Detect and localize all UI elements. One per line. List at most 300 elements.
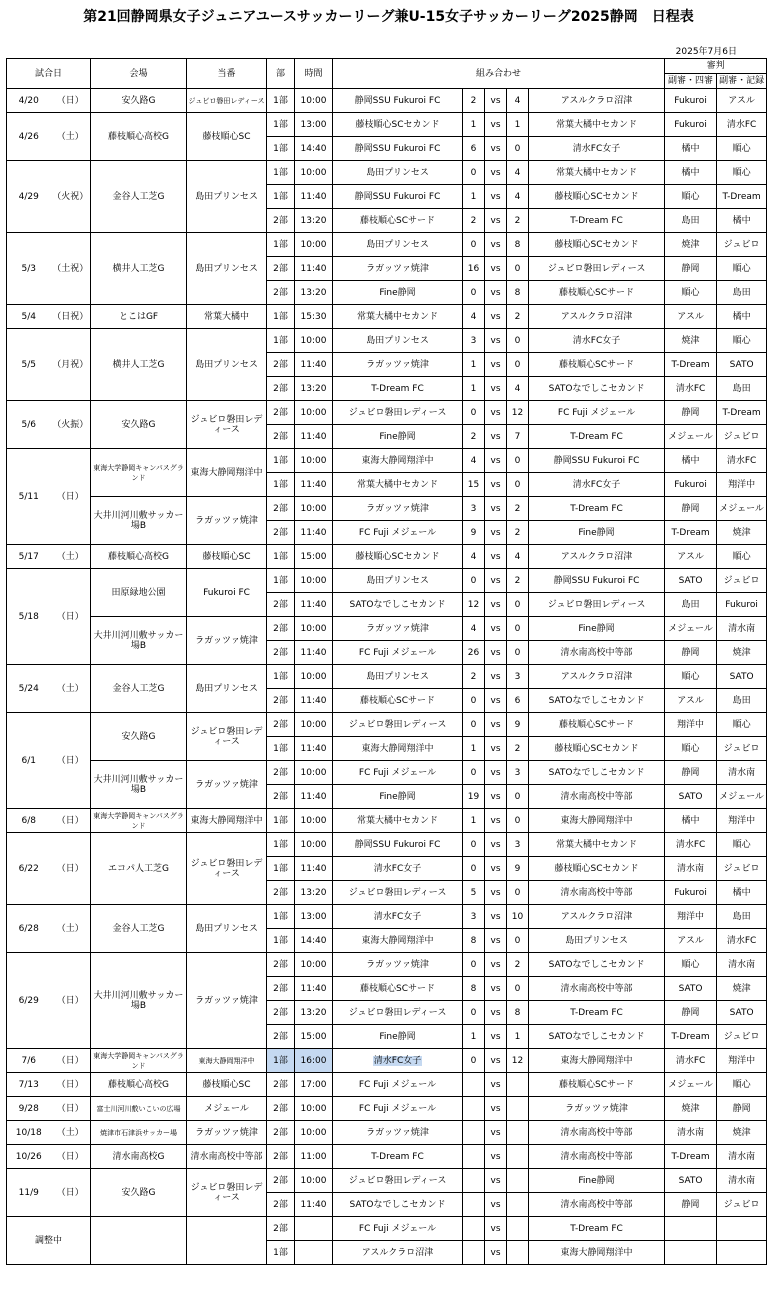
vs-label: vs [485, 497, 507, 521]
home-score [463, 1145, 485, 1169]
home-team: 島田プリンセス [333, 161, 463, 185]
away-score: 0 [507, 977, 529, 1001]
away-team: SATOなでしこセカンド [529, 377, 665, 401]
vs-label: vs [485, 569, 507, 593]
away-score: 4 [507, 377, 529, 401]
home-score: 15 [463, 473, 485, 497]
referee-rec: 焼津 [717, 641, 767, 665]
away-score: 0 [507, 929, 529, 953]
away-team: SATOなでしこセカンド [529, 689, 665, 713]
vs-label: vs [485, 1193, 507, 1217]
away-team: 静岡SSU Fukuroi FC [529, 449, 665, 473]
away-score: 3 [507, 761, 529, 785]
match-weekday: （土） [51, 113, 91, 161]
away-score: 2 [507, 953, 529, 977]
venue-cell: 田原緑地公園 [91, 569, 187, 617]
host-cell: 島田プリンセス [187, 665, 267, 713]
vs-label: vs [485, 857, 507, 881]
match-date: 11/9 [7, 1169, 51, 1217]
vs-label: vs [485, 185, 507, 209]
home-team: T-Dream FC [333, 1145, 463, 1169]
away-team: 藤枝順心SCセカンド [529, 233, 665, 257]
vs-label: vs [485, 1001, 507, 1025]
match-date: 10/26 [7, 1145, 51, 1169]
host-cell: ジュビロ磐田レディース [187, 833, 267, 905]
away-score: 0 [507, 257, 529, 281]
venue-cell: 大井川河川敷サッカー場B [91, 497, 187, 545]
vs-label: vs [485, 641, 507, 665]
home-team: 藤枝順心SCサード [333, 689, 463, 713]
venue-cell: 藤枝順心高校G [91, 1073, 187, 1097]
referee-sub: Fukuroi [665, 473, 717, 497]
referee-sub: Fukuroi [665, 113, 717, 137]
referee-sub: 橘中 [665, 161, 717, 185]
away-score: 12 [507, 401, 529, 425]
vs-label: vs [485, 137, 507, 161]
home-score: 6 [463, 137, 485, 161]
table-row [7, 1169, 767, 1193]
home-score [463, 1169, 485, 1193]
match-date: 7/13 [7, 1073, 51, 1097]
match-date: 6/28 [7, 905, 51, 953]
home-score: 0 [463, 761, 485, 785]
match-date: 7/6 [7, 1049, 51, 1073]
division-cell: 1部 [267, 929, 295, 953]
referee-rec: 橘中 [717, 305, 767, 329]
table-row [7, 1217, 767, 1241]
home-team: FC Fuji メジェール [333, 1073, 463, 1097]
header-ref-rec: 副審・記録 [717, 74, 767, 89]
division-cell: 2部 [267, 425, 295, 449]
home-score: 0 [463, 953, 485, 977]
time-cell: 10:00 [295, 809, 333, 833]
vs-label: vs [485, 329, 507, 353]
table-row [7, 905, 767, 929]
match-weekday: （日祝） [51, 305, 91, 329]
referee-rec: 島田 [717, 377, 767, 401]
vs-label: vs [485, 161, 507, 185]
table-row [7, 497, 767, 521]
away-team: 清水南高校中等部 [529, 641, 665, 665]
away-score: 0 [507, 353, 529, 377]
division-cell: 2部 [267, 1169, 295, 1193]
venue-cell: 清水南高校G [91, 1145, 187, 1169]
schedule-table [6, 58, 767, 1265]
home-score: 1 [463, 1025, 485, 1049]
away-score: 2 [507, 569, 529, 593]
time-cell: 10:00 [295, 1169, 333, 1193]
referee-rec: 橘中 [717, 881, 767, 905]
home-score: 9 [463, 521, 485, 545]
referee-sub: T-Dream [665, 1025, 717, 1049]
match-weekday: （土） [51, 905, 91, 953]
home-score: 0 [463, 161, 485, 185]
host-cell: ジュビロ磐田レディース [187, 1169, 267, 1217]
referee-rec: ジュビロ [717, 425, 767, 449]
home-team: ラガッツァ焼津 [333, 617, 463, 641]
home-score: 1 [463, 113, 485, 137]
division-cell: 2部 [267, 401, 295, 425]
host-cell: ラガッツァ焼津 [187, 953, 267, 1049]
division-cell: 1部 [267, 833, 295, 857]
table-row [7, 449, 767, 473]
header-referee: 審判 [665, 59, 767, 74]
vs-label: vs [485, 1217, 507, 1241]
document-date: 2025年7月6日 [675, 47, 737, 57]
division-cell: 2部 [267, 521, 295, 545]
home-team: 清水FC女子 [333, 857, 463, 881]
home-score: 16 [463, 257, 485, 281]
home-score [463, 1217, 485, 1241]
home-team: 藤枝順心SCサード [333, 977, 463, 1001]
host-cell: ラガッツァ焼津 [187, 497, 267, 545]
home-team: ジュビロ磐田レディース [333, 1001, 463, 1025]
referee-sub: 翔洋中 [665, 713, 717, 737]
venue-cell: 大井川河川敷サッカー場B [91, 953, 187, 1049]
table-row [7, 809, 767, 833]
vs-label: vs [485, 281, 507, 305]
home-team: Fine静岡 [333, 425, 463, 449]
referee-rec: 島田 [717, 281, 767, 305]
match-weekday: （月祝） [51, 329, 91, 401]
table-row [7, 1121, 767, 1145]
venue-cell: エコパ人工芝G [91, 833, 187, 905]
away-team: 藤枝順心SCサード [529, 281, 665, 305]
match-weekday: （日） [51, 833, 91, 905]
division-cell: 2部 [267, 1001, 295, 1025]
time-cell: 11:40 [295, 353, 333, 377]
referee-sub: メジェール [665, 425, 717, 449]
referee-sub: 翔洋中 [665, 905, 717, 929]
time-cell: 10:00 [295, 617, 333, 641]
division-cell: 2部 [267, 1121, 295, 1145]
venue-cell: 焼津市石津浜サッカー場 [91, 1121, 187, 1145]
time-cell: 11:40 [295, 185, 333, 209]
home-score [463, 1073, 485, 1097]
time-cell: 11:40 [295, 977, 333, 1001]
home-team: 常葉大橘中セカンド [333, 809, 463, 833]
venue-cell: とこはGF [91, 305, 187, 329]
vs-label: vs [485, 1097, 507, 1121]
time-cell: 11:40 [295, 737, 333, 761]
referee-rec: SATO [717, 353, 767, 377]
referee-sub: 清水FC [665, 833, 717, 857]
home-score [463, 1193, 485, 1217]
home-team: 静岡SSU Fukuroi FC [333, 89, 463, 113]
away-score: 0 [507, 137, 529, 161]
away-team: 清水南高校中等部 [529, 881, 665, 905]
host-cell: 藤枝順心SC [187, 113, 267, 161]
away-score: 0 [507, 641, 529, 665]
away-score: 0 [507, 809, 529, 833]
match-date: 5/17 [7, 545, 51, 569]
home-score: 1 [463, 353, 485, 377]
division-cell: 1部 [267, 857, 295, 881]
division-cell: 1部 [267, 473, 295, 497]
home-score: 1 [463, 809, 485, 833]
division-cell: 2部 [267, 641, 295, 665]
match-date: 9/28 [7, 1097, 51, 1121]
division-cell: 1部 [267, 545, 295, 569]
match-date: 10/18 [7, 1121, 51, 1145]
table-row [7, 161, 767, 185]
away-team: アスルクラロ沼津 [529, 305, 665, 329]
home-team-label: 清水FC女子 [373, 1055, 422, 1066]
host-cell: Fukuroi FC [187, 569, 267, 617]
away-score: 1 [507, 1025, 529, 1049]
away-team: 藤枝順心SCセカンド [529, 185, 665, 209]
away-score: 2 [507, 209, 529, 233]
home-team: 静岡SSU Fukuroi FC [333, 833, 463, 857]
division-cell: 2部 [267, 257, 295, 281]
time-cell: 10:00 [295, 497, 333, 521]
referee-sub: アスル [665, 545, 717, 569]
away-score: 0 [507, 881, 529, 905]
host-cell: ジュビロ磐田レディース [187, 713, 267, 761]
host-cell: 島田プリンセス [187, 329, 267, 401]
referee-rec: 清水南 [717, 761, 767, 785]
referee-rec: 清水FC [717, 929, 767, 953]
referee-rec: SATO [717, 1001, 767, 1025]
vs-label: vs [485, 1145, 507, 1169]
match-date: 4/29 [7, 161, 51, 233]
referee-rec: 清水FC [717, 113, 767, 137]
away-score: 12 [507, 1049, 529, 1073]
home-team: 島田プリンセス [333, 329, 463, 353]
away-team: SATOなでしこセカンド [529, 761, 665, 785]
away-team: 藤枝順心SCサード [529, 1073, 665, 1097]
home-score: 5 [463, 881, 485, 905]
away-team: 東海大静岡翔洋中 [529, 1049, 665, 1073]
away-score: 0 [507, 617, 529, 641]
home-team: Fine静岡 [333, 785, 463, 809]
home-score: 4 [463, 617, 485, 641]
vs-label: vs [485, 1073, 507, 1097]
vs-label: vs [485, 545, 507, 569]
time-cell: 11:40 [295, 1193, 333, 1217]
home-score: 0 [463, 281, 485, 305]
referee-rec: Fukuroi [717, 593, 767, 617]
away-team: ラガッツァ焼津 [529, 1097, 665, 1121]
vs-label: vs [485, 1049, 507, 1073]
host-cell: ジュビロ磐田レディース [187, 89, 267, 113]
host-cell: 東海大静岡翔洋中 [187, 1049, 267, 1073]
match-date: 5/4 [7, 305, 51, 329]
vs-label: vs [485, 1121, 507, 1145]
header-host: 当番 [187, 59, 267, 89]
referee-sub: SATO [665, 1169, 717, 1193]
referee-rec: 静岡 [717, 1097, 767, 1121]
match-weekday: （日） [51, 953, 91, 1049]
home-score: 0 [463, 569, 485, 593]
table-row [7, 665, 767, 689]
away-score: 2 [507, 497, 529, 521]
time-cell: 11:40 [295, 689, 333, 713]
home-score [463, 1121, 485, 1145]
referee-rec: 順心 [717, 833, 767, 857]
referee-rec: ジュビロ [717, 857, 767, 881]
division-cell: 2部 [267, 1217, 295, 1241]
home-score: 8 [463, 977, 485, 1001]
home-score: 0 [463, 1049, 485, 1073]
table-row [7, 953, 767, 977]
referee-sub: アスル [665, 689, 717, 713]
match-date: 4/20 [7, 89, 51, 113]
home-score [463, 1097, 485, 1121]
time-cell: 14:40 [295, 137, 333, 161]
referee-sub: 橘中 [665, 137, 717, 161]
table-row [7, 833, 767, 857]
away-team: 清水南高校中等部 [529, 785, 665, 809]
home-team: FC Fuji メジェール [333, 521, 463, 545]
away-score: 4 [507, 161, 529, 185]
vs-label: vs [485, 713, 507, 737]
host-cell: 藤枝順心SC [187, 545, 267, 569]
away-score: 2 [507, 305, 529, 329]
match-date: 6/22 [7, 833, 51, 905]
vs-label: vs [485, 233, 507, 257]
referee-rec: 順心 [717, 137, 767, 161]
referee-rec: 順心 [717, 545, 767, 569]
home-team: アスルクラロ沼津 [333, 1241, 463, 1265]
time-cell: 10:00 [295, 401, 333, 425]
match-date: 5/5 [7, 329, 51, 401]
venue-cell: 藤枝順心高校G [91, 113, 187, 161]
match-weekday: （日） [51, 569, 91, 665]
referee-sub: 順心 [665, 953, 717, 977]
away-score: 0 [507, 473, 529, 497]
host-cell: 島田プリンセス [187, 905, 267, 953]
referee-rec: ジュビロ [717, 737, 767, 761]
venue-cell: 金谷人工芝G [91, 665, 187, 713]
home-score: 12 [463, 593, 485, 617]
away-score [507, 1169, 529, 1193]
time-cell [295, 1217, 333, 1241]
away-team: T-Dream FC [529, 1217, 665, 1241]
time-cell: 10:00 [295, 329, 333, 353]
table-row [7, 545, 767, 569]
time-cell: 10:00 [295, 569, 333, 593]
referee-sub: T-Dream [665, 521, 717, 545]
away-team: T-Dream FC [529, 425, 665, 449]
referee-rec: 翔洋中 [717, 809, 767, 833]
home-score: 2 [463, 89, 485, 113]
referee-rec: メジェール [717, 785, 767, 809]
table-row [7, 569, 767, 593]
division-cell: 1部 [267, 905, 295, 929]
away-score [507, 1193, 529, 1217]
host-cell [187, 1217, 267, 1265]
referee-sub: Fukuroi [665, 881, 717, 905]
division-cell: 2部 [267, 977, 295, 1001]
referee-rec: 橘中 [717, 209, 767, 233]
time-cell: 13:00 [295, 113, 333, 137]
table-row [7, 1049, 767, 1073]
vs-label: vs [485, 401, 507, 425]
venue-cell: 安久路G [91, 89, 187, 113]
table-row [7, 617, 767, 641]
match-weekday: （土） [51, 665, 91, 713]
division-cell: 2部 [267, 1145, 295, 1169]
time-cell: 13:20 [295, 377, 333, 401]
away-team: 清水南高校中等部 [529, 977, 665, 1001]
home-team: ジュビロ磐田レディース [333, 1169, 463, 1193]
away-score: 10 [507, 905, 529, 929]
referee-sub [665, 1241, 717, 1265]
home-team: 島田プリンセス [333, 569, 463, 593]
time-cell: 10:00 [295, 1097, 333, 1121]
division-cell: 2部 [267, 689, 295, 713]
header-time: 時間 [295, 59, 333, 89]
vs-label: vs [485, 785, 507, 809]
referee-sub: 順心 [665, 185, 717, 209]
time-cell: 11:40 [295, 641, 333, 665]
header-venue: 会場 [91, 59, 187, 89]
referee-sub: メジェール [665, 1073, 717, 1097]
vs-label: vs [485, 881, 507, 905]
header-division: 部 [267, 59, 295, 89]
home-score: 2 [463, 425, 485, 449]
match-weekday: （日） [51, 1073, 91, 1097]
vs-label: vs [485, 761, 507, 785]
away-team: Fine静岡 [529, 1169, 665, 1193]
referee-rec: T-Dream [717, 185, 767, 209]
match-weekday: （日） [51, 1097, 91, 1121]
venue-cell: 東海大学静岡キャンパスグランド [91, 809, 187, 833]
vs-label: vs [485, 353, 507, 377]
table-row [7, 713, 767, 737]
referee-rec: アスル [717, 89, 767, 113]
match-date: 6/8 [7, 809, 51, 833]
match-date: 5/6 [7, 401, 51, 449]
vs-label: vs [485, 737, 507, 761]
referee-rec: 清水南 [717, 617, 767, 641]
time-cell: 13:20 [295, 881, 333, 905]
home-team [333, 1049, 463, 1073]
vs-label: vs [485, 425, 507, 449]
home-team: ラガッツァ焼津 [333, 1121, 463, 1145]
time-cell: 10:00 [295, 833, 333, 857]
away-score: 1 [507, 113, 529, 137]
home-team: ラガッツァ焼津 [333, 353, 463, 377]
away-team: T-Dream FC [529, 1001, 665, 1025]
away-team: 藤枝順心SCサード [529, 353, 665, 377]
table-row [7, 233, 767, 257]
table-row [7, 89, 767, 113]
home-team: 藤枝順心SCセカンド [333, 113, 463, 137]
host-cell: 藤枝順心SC [187, 1073, 267, 1097]
division-cell: 1部 [267, 161, 295, 185]
time-cell: 17:00 [295, 1073, 333, 1097]
home-team: ジュビロ磐田レディース [333, 881, 463, 905]
away-score: 0 [507, 449, 529, 473]
time-cell: 16:00 [295, 1049, 333, 1073]
home-score: 0 [463, 233, 485, 257]
referee-sub: T-Dream [665, 353, 717, 377]
away-team: アスルクラロ沼津 [529, 545, 665, 569]
table-body [7, 89, 767, 1265]
home-team: 藤枝順心SCセカンド [333, 545, 463, 569]
table-row [7, 761, 767, 785]
away-score [507, 1121, 529, 1145]
referee-rec: 焼津 [717, 977, 767, 1001]
match-weekday: （土） [51, 545, 91, 569]
referee-sub: Fukuroi [665, 89, 717, 113]
venue-cell: 横井人工芝G [91, 329, 187, 401]
match-weekday: （日） [51, 1169, 91, 1217]
time-cell: 10:00 [295, 761, 333, 785]
vs-label: vs [485, 1025, 507, 1049]
